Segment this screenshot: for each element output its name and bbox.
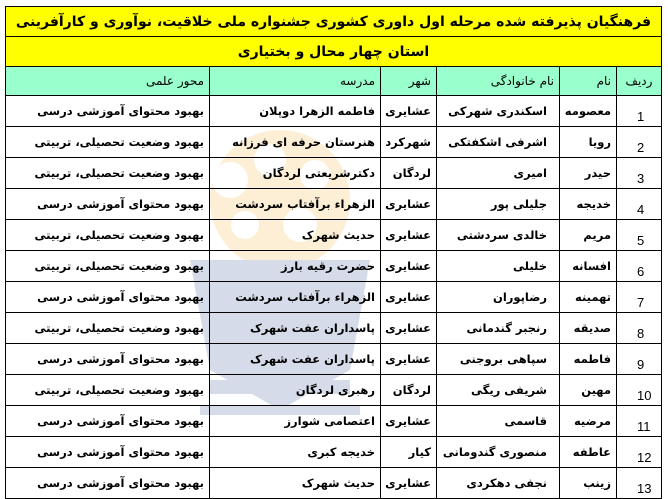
table-row	[5, 313, 661, 344]
header-row	[5, 67, 661, 96]
cell-first-name: صدیقه	[560, 313, 617, 344]
cell-row-number: 2	[617, 127, 662, 158]
cell-first-name: مرضیه	[560, 406, 617, 437]
cell-row-number: 11	[617, 406, 662, 437]
cell-school: فاطمه الزهرا دوپلان	[210, 96, 381, 127]
cell-row-number: 6	[617, 251, 662, 282]
province-subtitle: استان چهار محال و بختیاری	[5, 37, 661, 67]
header-school: مدرسه	[210, 67, 381, 96]
cell-school: دکترشریعتی لردگان	[210, 158, 381, 189]
cell-axis: بهبود وضعیت تحصیلی، تربیتی	[5, 251, 209, 282]
cell-first-name: مهین	[560, 375, 617, 406]
table-row	[5, 127, 661, 158]
table-row	[5, 220, 661, 251]
cell-city: لردگان	[381, 375, 437, 406]
cell-row-number: 10	[617, 375, 662, 406]
cell-city: عشایری	[381, 406, 437, 437]
cell-city: لردگان	[381, 158, 437, 189]
cell-school: اعتصامی شوارز	[210, 406, 381, 437]
cell-axis: بهبود محتوای آموزشی درسی	[5, 468, 209, 499]
cell-axis: بهبود محتوای آموزشی درسی	[5, 437, 209, 468]
cell-school: رهبری لردگان	[210, 375, 381, 406]
cell-first-name: زینب	[560, 468, 617, 499]
cell-city: عشایری	[381, 468, 437, 499]
cell-first-name: رویا	[560, 127, 617, 158]
cell-row-number: 5	[617, 220, 662, 251]
document-title: فرهنگیان پذیرفته شده مرحله اول داوری کشوری جشنواره ملی خلاقیت، نوآوری و کارآفرینی	[5, 7, 661, 37]
table-row	[5, 251, 661, 282]
cell-city: عشایری	[381, 344, 437, 375]
cell-last-name: سپاهی بروجنی	[437, 344, 560, 375]
cell-row-number: 12	[617, 437, 662, 468]
cell-first-name: مریم	[560, 220, 617, 251]
cell-row-number: 9	[617, 344, 662, 375]
cell-last-name: قاسمی	[437, 406, 560, 437]
table-row	[5, 189, 661, 220]
header-city: شهر	[381, 67, 437, 96]
cell-city: عشایری	[381, 282, 437, 313]
subtitle-row	[5, 37, 661, 67]
cell-city: شهرکرد	[381, 127, 437, 158]
table-row	[5, 158, 661, 189]
table-row	[5, 344, 661, 375]
cell-axis: بهبود محتوای آموزشی درسی	[5, 344, 209, 375]
cell-city: عشایری	[381, 313, 437, 344]
table-row	[5, 96, 661, 127]
cell-row-number: 8	[617, 313, 662, 344]
cell-last-name: شریفی ریگی	[437, 375, 560, 406]
cell-first-name: خدیجه	[560, 189, 617, 220]
cell-school: حضرت رقیه بارز	[210, 251, 381, 282]
table-row	[5, 437, 661, 468]
cell-row-number: 7	[617, 282, 662, 313]
cell-school: خدیجه کبری	[210, 437, 381, 468]
cell-last-name: خلیلی	[437, 251, 560, 282]
cell-first-name: فاطمه	[560, 344, 617, 375]
cell-row-number: 13	[617, 468, 662, 499]
header-last-name: نام خانوادگی	[437, 67, 560, 96]
table-row	[5, 406, 661, 437]
table-row	[5, 375, 661, 406]
cell-first-name: معصومه	[560, 96, 617, 127]
cell-city: عشایری	[381, 251, 437, 282]
accepted-teachers-table	[5, 6, 662, 499]
cell-row-number: 4	[617, 189, 662, 220]
cell-school: الزهراء برآفتاب سردشت	[210, 189, 381, 220]
cell-city: عشایری	[381, 189, 437, 220]
header-axis: محور علمی	[5, 67, 209, 96]
spreadsheet	[6, 6, 662, 499]
table-row	[5, 282, 661, 313]
header-row-number: ردیف	[617, 67, 662, 96]
cell-city: کیار	[381, 437, 437, 468]
cell-axis: بهبود محتوای آموزشی درسی	[5, 96, 209, 127]
cell-city: عشایری	[381, 220, 437, 251]
cell-axis: بهبود وضعیت تحصیلی، تربیتی	[5, 220, 209, 251]
header-first-name: نام	[560, 67, 617, 96]
cell-last-name: اسکندری شهرکی	[437, 96, 560, 127]
cell-last-name: خالدی سردشتی	[437, 220, 560, 251]
cell-axis: بهبود محتوای آموزشی درسی	[5, 189, 209, 220]
cell-school: حدیث شهرک	[210, 468, 381, 499]
cell-first-name: تهمینه	[560, 282, 617, 313]
table-row	[5, 468, 661, 499]
cell-axis: بهبود وضعیت تحصیلی، تربیتی	[5, 158, 209, 189]
cell-school: پاسداران عفت شهرک	[210, 313, 381, 344]
cell-last-name: اشرفی اشکفتکی	[437, 127, 560, 158]
cell-row-number: 1	[617, 96, 662, 127]
cell-city: عشایری	[381, 96, 437, 127]
cell-school: هنرستان حرفه ای فرزانه	[210, 127, 381, 158]
cell-row-number: 3	[617, 158, 662, 189]
cell-first-name: حیدر	[560, 158, 617, 189]
cell-last-name: رنجبر گندمانی	[437, 313, 560, 344]
cell-school: پاسداران عفت شهرک	[210, 344, 381, 375]
cell-school: الزهراء برآفتاب سردشت	[210, 282, 381, 313]
cell-last-name: نجفی دهکردی	[437, 468, 560, 499]
cell-axis: بهبود محتوای آموزشی درسی	[5, 282, 209, 313]
cell-first-name: عاطفه	[560, 437, 617, 468]
cell-axis: بهبود وضعیت تحصیلی، تربیتی	[5, 313, 209, 344]
cell-last-name: منصوری گندومانی	[437, 437, 560, 468]
cell-last-name: جلیلی پور	[437, 189, 560, 220]
cell-axis: بهبود محتوای آموزشی درسی	[5, 406, 209, 437]
title-row	[5, 7, 661, 37]
cell-last-name: رضاپوران	[437, 282, 560, 313]
cell-last-name: امیری	[437, 158, 560, 189]
cell-axis: بهبود وضعیت تحصیلی، تربیتی	[5, 375, 209, 406]
cell-axis: بهبود وضعیت تحصیلی، تربیتی	[5, 127, 209, 158]
cell-first-name: افسانه	[560, 251, 617, 282]
cell-school: حدیث شهرک	[210, 220, 381, 251]
